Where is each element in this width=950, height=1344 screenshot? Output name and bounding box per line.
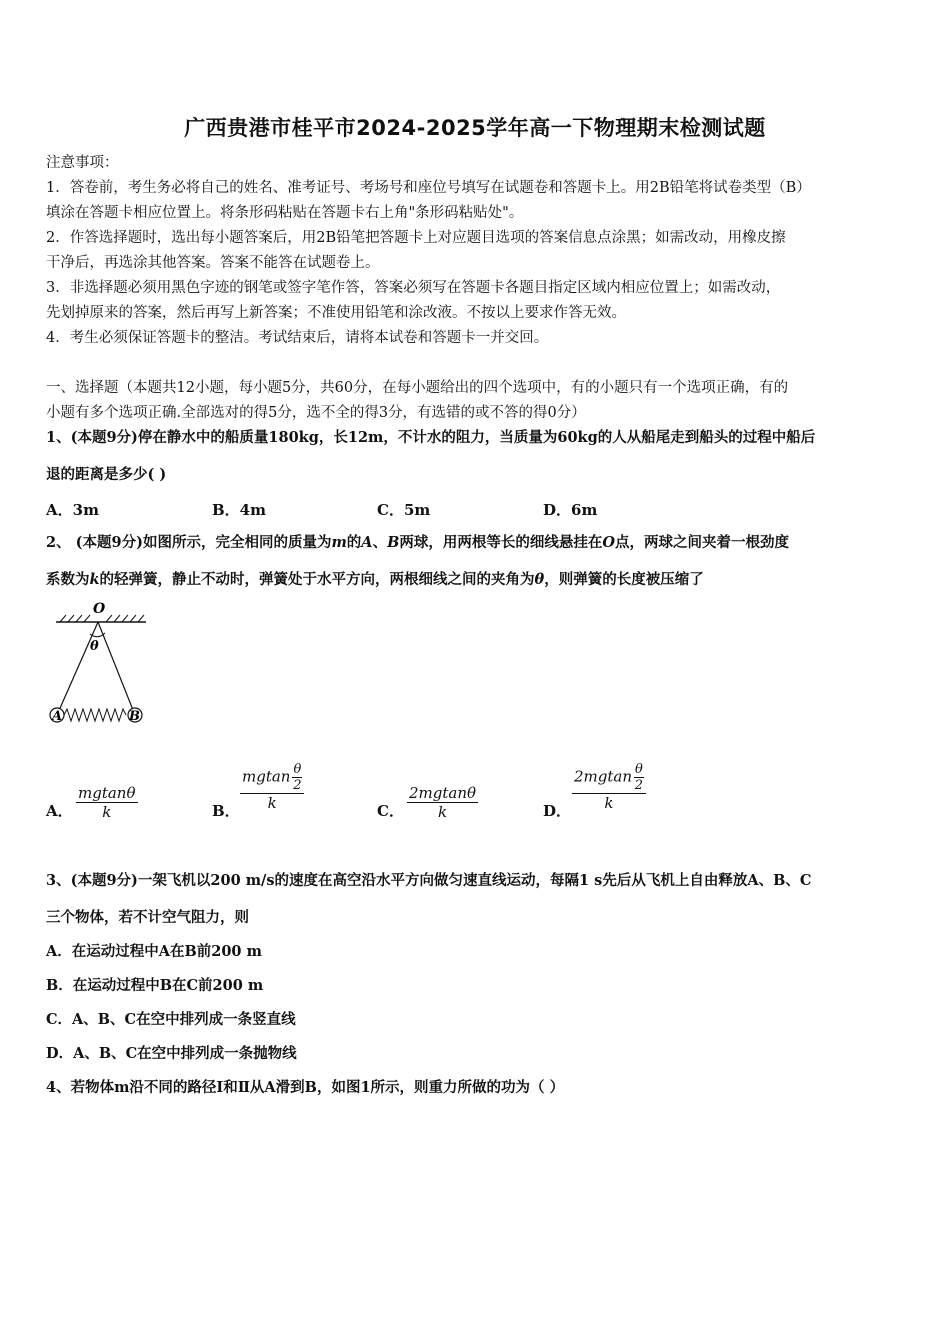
question-3-stem: 3、(本题9分)一架飞机以200 m/s的速度在高空沿水平方向做匀速直线运动，每隔1 s先后从飞机上自由释放A、B、C (46, 872, 812, 889)
question-4-stem: 4、若物体m沿不同的路径Ⅰ和Ⅱ从A滑到B，如图1所示，则重力所做的功为（ ） (46, 1079, 565, 1096)
option-b: B． (212, 802, 240, 820)
question-2-stem: 系数为k的轻弹簧，静止不动时，弹簧处于水平方向，两根细线之间的夹角为θ，则弹簧的长度被压缩了 (46, 571, 704, 588)
option-c-formula: $\frac{2mgtan\theta}{k}$ (409, 784, 477, 821)
option-a-formula: $\frac{mgtan\theta}{k}$ (78, 784, 136, 821)
notice-line: 2．作答选择题时，选出每小题答案后，用2B铅笔把答题卡上对应题目选项的答案信息点涂黑；如需改动，用橡皮擦 (46, 230, 786, 246)
notice-line: 4．考生必须保证答题卡的整洁。考试结束后，请将本试卷和答题卡一并交回。 (46, 330, 549, 346)
notice-line: 先划掉原来的答案，然后再写上新答案；不准使用铅笔和涂改液。不按以上要求作答无效。 (46, 305, 626, 321)
notice-line: 1．答卷前，考生务必将自己的姓名、准考证号、考场号和座位号填写在试题卷和答题卡上。用2B铅笔将试卷类型（B） (46, 180, 811, 196)
option-b-formula: mgtan $\frac{\theta}{2}$ k (240, 762, 304, 812)
question-2-stem: 2、 (本题9分)如图所示，完全相同的质量为m的A、B两球，用两根等长的细线悬挂在O点，两球之间夹着一根劲度 (46, 534, 789, 551)
option-a: A．在运动过程中A在B前200 m (46, 943, 262, 960)
option-d-formula: 2mgtan $\frac{\theta}{2}$ k (572, 762, 646, 812)
label-a: A (52, 709, 63, 724)
option-d: D．A、B、C在空中排列成一条抛物线 (46, 1045, 297, 1062)
option-d: D．6m (543, 501, 598, 519)
notice-line: 填涂在答题卡相应位置上。将条形码粘贴在答题卡右上角"条形码粘贴处"。 (46, 205, 524, 221)
pendulum-spring-figure (44, 598, 154, 728)
option-c: C．A、B、C在空中排列成一条竖直线 (46, 1011, 296, 1028)
option-c: C． (377, 802, 404, 820)
option-a: A．3m (46, 501, 99, 519)
notice-line: 3．非选择题必须用黑色字迹的钢笔或签字笔作答，答案必须写在答题卡各题目指定区域内相应位置上；如需改动， (46, 280, 781, 296)
section-heading-line: 小题有多个选项正确.全部选对的得5分，选不全的得3分，有选错的或不答的得0分） (46, 405, 586, 421)
question-1-stem: 退的距离是多少( ) (46, 466, 167, 483)
option-b: B．在运动过程中B在C前200 m (46, 977, 264, 994)
notice-heading: 注意事项： (46, 155, 119, 171)
option-c: C．5m (377, 501, 431, 519)
label-o: O (93, 601, 106, 617)
page-title: 广西贵港市桂平市2024-2025学年高一下物理期末检测试题 (184, 116, 766, 140)
notice-line: 干净后，再选涂其他答案。答案不能答在试题卷上。 (46, 255, 380, 271)
option-b: B．4m (212, 501, 266, 519)
question-3-stem: 三个物体，若不计空气阻力，则 (46, 909, 249, 926)
option-a: A． (46, 802, 73, 820)
question-1-stem: 1、(本题9分)停在静水中的船质量180kg，长12m，不计水的阻力，当质量为60kg的人从船尾走到船头的过程中船后 (46, 429, 816, 446)
label-b: B (129, 709, 140, 724)
option-d: D． (543, 802, 572, 820)
section-heading-line: 一、选择题（本题共12小题，每小题5分，共60分，在每小题给出的四个选项中，有的小题只有一个选项正确，有的 (46, 380, 789, 396)
label-theta: θ (90, 639, 99, 654)
